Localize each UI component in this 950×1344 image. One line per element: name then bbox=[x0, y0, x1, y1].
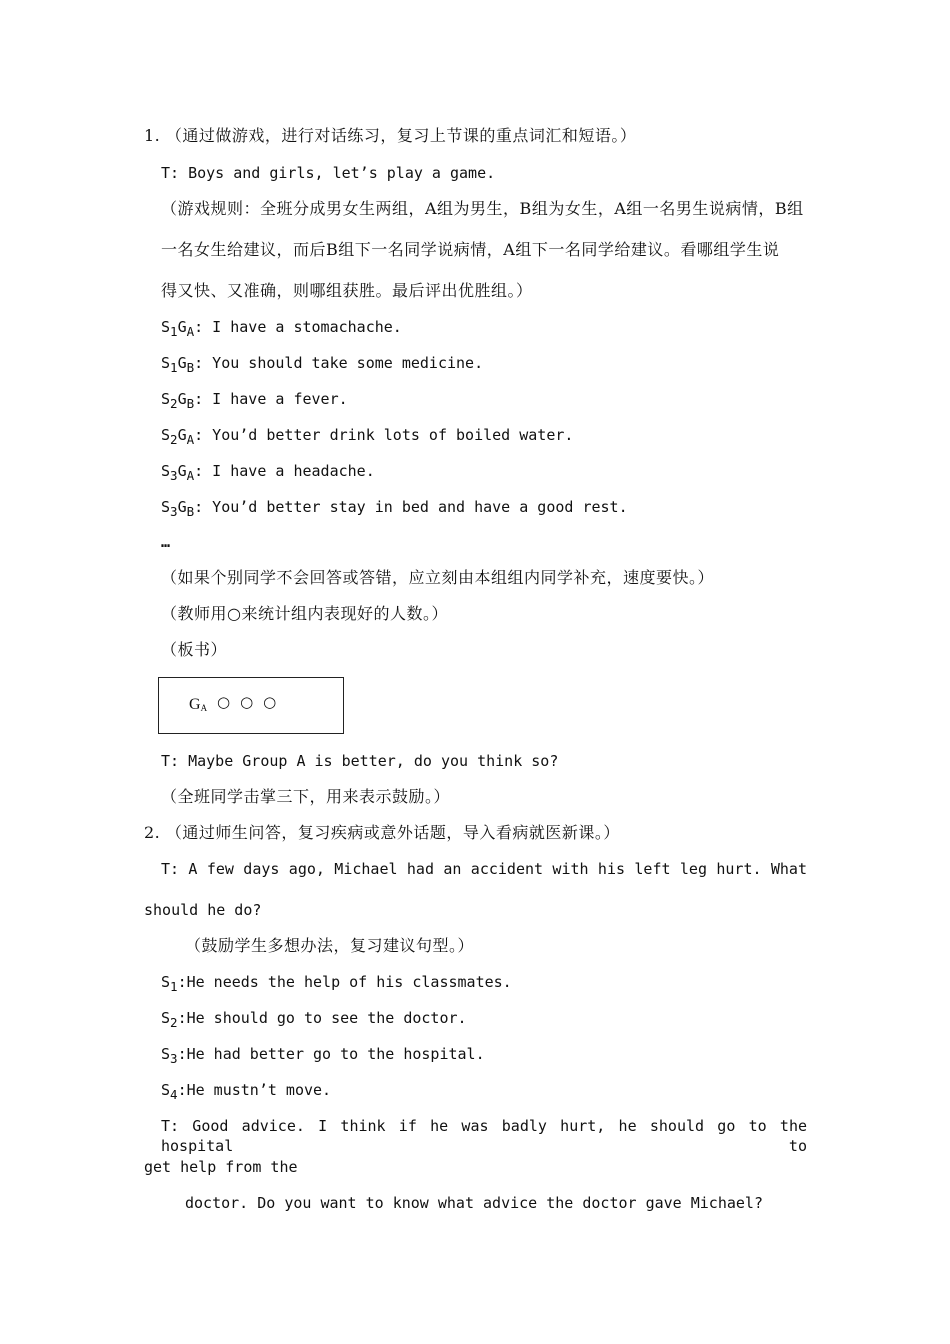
note-encourage: （鼓励学生多想办法，复习建议句型。） bbox=[185, 936, 475, 955]
board-label: （板书） bbox=[161, 640, 228, 659]
dialogue-text: : You’d better drink lots of boiled water. bbox=[194, 426, 574, 444]
student-answer: $S_3:He$ had better go to the hospital. bbox=[161, 1045, 485, 1066]
speaker-label: $S_3G_A$ bbox=[161, 462, 195, 483]
speaker-label: $S_4$ bbox=[161, 1081, 178, 1102]
dialogue-text: : You’d better stay in bed and have a good rest. bbox=[194, 498, 628, 516]
dialogue-line bbox=[161, 497, 628, 522]
teacher-line-game: T: Boys and girls, let’s play a game. bbox=[161, 164, 496, 182]
dialogue-line bbox=[161, 425, 573, 450]
teacher-line-group: T: Maybe Group A is better, do you think so? bbox=[161, 752, 559, 770]
section2-heading: 2. （通过师生问答，复习疾病或意外话题，导入看病就医新课。） bbox=[144, 823, 620, 842]
rules-line-2: 一名女生给建议，而后B组下一名同学说病情，A组下一名同学给建议。看哪组学生说 bbox=[161, 240, 780, 259]
teacher-question-line-2: should he do? bbox=[144, 901, 262, 919]
student-answer: $S_2:He$ should go to see the doctor. bbox=[161, 1009, 467, 1030]
speaker-label: $S_3$ bbox=[161, 1045, 178, 1066]
teacher-question-line-1: T: A few days ago, Michael had an accident with his left leg hurt. What bbox=[161, 860, 807, 878]
blackboard-box bbox=[158, 677, 344, 734]
board-circle-marks: ○○○ bbox=[217, 693, 287, 711]
speaker-label: $S_2G_A$ bbox=[161, 426, 195, 447]
dialogue-line bbox=[161, 353, 483, 378]
speaker-label: $S_1$ bbox=[161, 973, 178, 994]
board-group-label: $G_A$ bbox=[189, 696, 208, 713]
speaker-label: $S_1G_B$ bbox=[161, 354, 195, 375]
ellipsis: … bbox=[161, 533, 171, 551]
dialogue-text: : I have a headache. bbox=[194, 462, 375, 480]
rules-line-1: （游戏规则：全班分成男女生两组，A组为男生，B组为女生，A组一名男生说病情，B组 bbox=[161, 199, 804, 218]
note-count: （教师用○来统计组内表现好的人数。） bbox=[161, 604, 448, 623]
dialogue-text: : I have a stomachache. bbox=[194, 318, 402, 336]
rules-line-3: 得又快、又准确，则哪组获胜。最后评出优胜组。） bbox=[161, 281, 533, 300]
note-wrong-answer: （如果个别同学不会回答或答错，应立刻由本组组内同学补充，速度要快。） bbox=[161, 568, 715, 587]
dialogue-text: : You should take some medicine. bbox=[194, 354, 484, 372]
student-answer: $S_4:He$ mustn’t move. bbox=[161, 1081, 332, 1102]
dialogue-line bbox=[161, 389, 348, 414]
speaker-label: $S_3G_B$ bbox=[161, 498, 195, 519]
section1-heading: 1. （通过做游戏，进行对话练习，复习上节课的重点词汇和短语。） bbox=[144, 126, 637, 145]
speaker-label: $S_1G_A$ bbox=[161, 318, 195, 339]
teacher-reply-line-1: T: Good advice. I think if he was badly hurt, he should go to the hospital to bbox=[161, 1117, 807, 1155]
teacher-reply-line-2: get help from the bbox=[144, 1158, 298, 1176]
teacher-reply-line-3: doctor. Do you want to know what advice the doctor gave Michael? bbox=[185, 1194, 763, 1212]
speaker-label: $S_2G_B$ bbox=[161, 390, 195, 411]
speaker-label: $S_2$ bbox=[161, 1009, 178, 1030]
dialogue-text: : I have a fever. bbox=[194, 390, 348, 408]
dialogue-line bbox=[161, 461, 375, 486]
student-answer: $S_1:He$ needs the help of his classmates. bbox=[161, 973, 512, 994]
note-clap: （全班同学击掌三下，用来表示鼓励。） bbox=[161, 787, 451, 806]
dialogue-line bbox=[161, 317, 402, 342]
